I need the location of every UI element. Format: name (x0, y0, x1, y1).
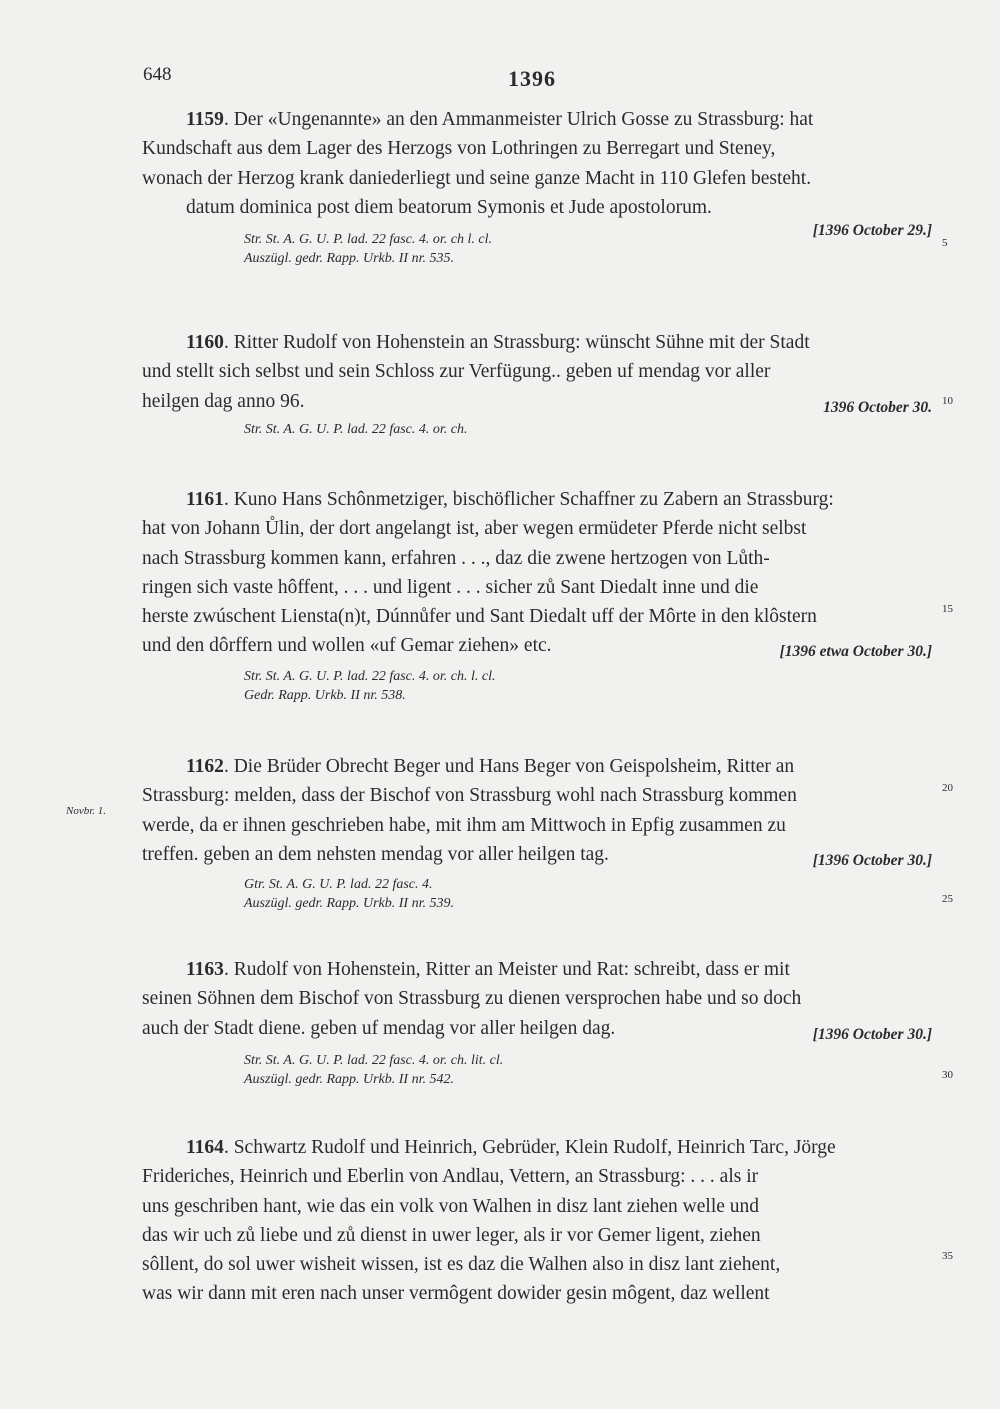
entry-1164: 1164 . Schwartz Rudolf und Heinrich, Gebrüder, Klein Rudolf, Heinrich Tarc, Jörge Frideriches, Heinrich und Eberlin von Andlau, Vettern, an Strassburg: . . . als ir uns geschriben hant, wie das ein volk von Walhen in disz lant ziehen welle und das wir uch zů liebe und zů dienst in uwer leger, als ir vor Gemer ligent, ziehen sôllent, do sol uwer wisheit wissen, ist es daz die Walhen also in disz lant ziehent, was wir dann mit eren nach unser vermôgent dowider gesin môgent, daz wellent (142, 1133, 932, 1309)
entry-text-line: sôllent, do sol uwer wisheit wissen, ist es daz die Walhen also in disz lant ziehent, (142, 1254, 781, 1276)
entry-text-line: treffen. geben an dem nehsten mendag vor aller heilgen tag. (142, 843, 609, 865)
entry-date: [1396 October 30.] (812, 1025, 932, 1043)
entry-text-line: Kundschaft aus dem Lager des Herzogs von Lothringen zu Berregart und Steney, (142, 138, 776, 160)
source-line: Str. St. A. G. U. P. lad. 22 fasc. 4. or. ch. l. cl. (244, 668, 496, 684)
page-number: 648 (143, 64, 172, 85)
entry-text-line: Kuno Hans Schônmetziger, bischöflicher Schaffner zu Zabern an Strassburg: (233, 489, 834, 510)
source-line: Gtr. St. A. G. U. P. lad. 22 fasc. 4. (244, 877, 433, 893)
entry-text-line: das wir uch zů liebe und zů dienst in uwer leger, als ir vor Gemer ligent, ziehen (142, 1224, 761, 1246)
entry-number: 1161 (186, 489, 224, 510)
entry-number: 1164 (186, 1137, 224, 1158)
entry-text-line: hat von Johann Ůlin, der dort angelangt ist, aber wegen ermüdeter Pferde nicht selbst (142, 518, 807, 540)
line-number: 5 (942, 237, 948, 249)
entry-date: [1396 etwa October 30.] (779, 643, 932, 661)
entry-text-line: und stellt sich selbst und sein Schloss zur Verfügung.. geben uf mendag vor aller (142, 361, 771, 383)
entry-number: 1163 (186, 959, 224, 980)
entry-number: 1160 (186, 332, 224, 353)
entry-number: 1162 (186, 756, 224, 777)
source-line: Auszügl. gedr. Rapp. Urkb. II nr. 539. (244, 896, 454, 912)
line-number: 35 (942, 1250, 953, 1262)
entry-text-line: Der «Ungenannte» an den Ammanmeister Ulrich Gosse zu Strassburg: hat (233, 109, 814, 130)
line-number: 20 (942, 782, 953, 794)
entry-text-line: Strassburg: melden, dass der Bischof von Strassburg wohl nach Strassburg kommen (142, 785, 797, 807)
entry-text-line: uns geschriben hant, wie das ein volk von Walhen in disz lant ziehen welle und (142, 1195, 760, 1217)
source-line: Str. St. A. G. U. P. lad. 22 fasc. 4. or. ch. lit. cl. (244, 1052, 504, 1068)
entry-number: 1159 (186, 109, 224, 130)
source-line: Auszügl. gedr. Rapp. Urkb. II nr. 535. (244, 251, 454, 267)
entry-text-line: Ritter Rudolf von Hohenstein an Strassburg: wünscht Sühne mit der Stadt (233, 332, 810, 353)
entry-1162: 1162 . Die Brüder Obrecht Beger und Hans Beger von Geispolsheim, Ritter an Strassburg: melden, dass der Bischof von Strassburg wohl nach Strassburg kommen werde, da er ihnen geschrieben habe, mit ihm am Mittwoch in Epfig zusammen zu treffen. geben an dem nehsten mendag vor aller heilgen tag. [1396 October 30.] Gtr. St. A. G. U. P. lad. 22 fasc. 4. Auszügl. gedr. Rapp. Urkb. II nr. 539. (142, 752, 932, 913)
entry-text-line: werde, da er ihnen geschrieben habe, mit ihm am Mittwoch in Epfig zusammen zu (142, 814, 786, 836)
entry-1159: 1159. Der «Ungenannte» an den Ammanmeister Ulrich Gosse zu Strassburg: hat Kundschaft aus dem Lager des Herzogs von Lothringen zu Berregart und Steney, wonach der Herzog krank daniederliegt und seine ganze Macht in 110 Glefen besteht. datum dominica post diem beatorum Symonis et Jude apostolorum. Str. St. A. G. U. P. lad. 22 fasc. 4. or. ch l. cl. Auszügl. gedr. Rapp. Urkb. II nr. 535. [1396 October 29.] (142, 109, 932, 267)
entry-date: [1396 October 29.] (812, 222, 932, 240)
entry-text-line: Rudolf von Hohenstein, Ritter an Meister und Rat: schreibt, dass er mit (233, 959, 790, 980)
entry-text-line: Frideriches, Heinrich und Eberlin von Andlau, Vettern, an Strassburg: . . . als ir (142, 1166, 759, 1188)
line-number: 30 (942, 1069, 953, 1081)
line-number: 25 (942, 893, 953, 905)
entry-text-line: heilgen dag anno 96. (142, 390, 305, 412)
line-number: 10 (942, 395, 953, 407)
entry-text-line: Schwartz Rudolf und Heinrich, Gebrüder, Klein Rudolf, Heinrich Tarc, Jörge (233, 1137, 836, 1158)
margin-note: Novbr. 1. (66, 805, 107, 817)
entry-text-line: datum dominica post diem beatorum Symonis et Jude apostolorum. (186, 196, 712, 218)
entry-text-line: was wir dann mit eren nach unser vermôgent dowider gesin môgent, daz wellent (142, 1283, 770, 1305)
entry-1160: 1160 . Ritter Rudolf von Hohenstein an Strassburg: wünscht Sühne mit der Stadt und stellt sich selbst und sein Schloss zur Verfügung.. geben uf mendag vor aller heilgen dag anno 96. 1396 October 30. Str. St. A. G. U. P. lad. 22 fasc. 4. or. ch. (142, 328, 932, 439)
source-line: Gedr. Rapp. Urkb. II nr. 538. (244, 687, 406, 703)
entry-date: 1396 October 30. (823, 398, 932, 416)
entry-text-line: ringen sich vaste hôffent, . . . und ligent . . . sicher zů Sant Diedalt inne und die (142, 576, 759, 598)
line-number: 15 (942, 603, 953, 615)
entry-text-line: und den dôrffern und wollen «uf Gemar ziehen» etc. (142, 635, 552, 657)
source-line: Str. St. A. G. U. P. lad. 22 fasc. 4. or. ch l. cl. (244, 232, 492, 248)
source-line: Auszügl. gedr. Rapp. Urkb. II nr. 542. (244, 1071, 454, 1087)
entry-1161: 1161 . Kuno Hans Schônmetziger, bischöflicher Schaffner zu Zabern an Strassburg: hat von Johann Ůlin, der dort angelangt ist, aber wegen ermüdeter Pferde nicht selbst nach Strassburg kommen kann, erfahren . . ., daz die zwene hertzogen von Lůth- ringen sich vaste hôffent, . . . und ligent . . . sicher zů Sant Diedalt inne und die herste zwúschent Liensta(n)t, Dúnnůfer und Sant Diedalt uff der Môrte in den klôstern und den dôrffern und wollen «uf Gemar ziehen» etc. [1396 etwa October 30.] Str. St. A. G. U. P. lad. 22 fasc. 4. or. ch. l. cl. Gedr. Rapp. Urkb. II nr. 538. (142, 485, 932, 705)
running-head-year: 1396 (508, 66, 556, 91)
entry-text-line: seinen Söhnen dem Bischof von Strassburg zu dienen versprochen habe und so doch (142, 988, 802, 1010)
entry-1163: 1163 . Rudolf von Hohenstein, Ritter an Meister und Rat: schreibt, dass er mit seinen Söhnen dem Bischof von Strassburg zu dienen versprochen habe und so doch auch der Stadt diene. geben uf mendag vor aller heilgen dag. [1396 October 30.] Str. St. A. G. U. P. lad. 22 fasc. 4. or. ch. lit. cl. Auszügl. gedr. Rapp. Urkb. II nr. 542. (142, 955, 932, 1089)
entry-date: [1396 October 30.] (812, 851, 932, 869)
source-line: Str. St. A. G. U. P. lad. 22 fasc. 4. or. ch. (244, 421, 468, 437)
entry-text-line: wonach der Herzog krank daniederliegt und seine ganze Macht in 110 Glefen besteht. (142, 167, 812, 189)
entry-text-line: auch der Stadt diene. geben uf mendag vor aller heilgen dag. (142, 1017, 616, 1039)
entry-text-line: Die Brüder Obrecht Beger und Hans Beger von Geispolsheim, Ritter an (233, 756, 795, 777)
entry-text-line: herste zwúschent Liensta(n)t, Dúnnůfer und Sant Diedalt uff der Môrte in den klôstern (142, 606, 817, 628)
entry-text-line: nach Strassburg kommen kann, erfahren . . ., daz die zwene hertzogen von Lůth- (142, 547, 770, 569)
